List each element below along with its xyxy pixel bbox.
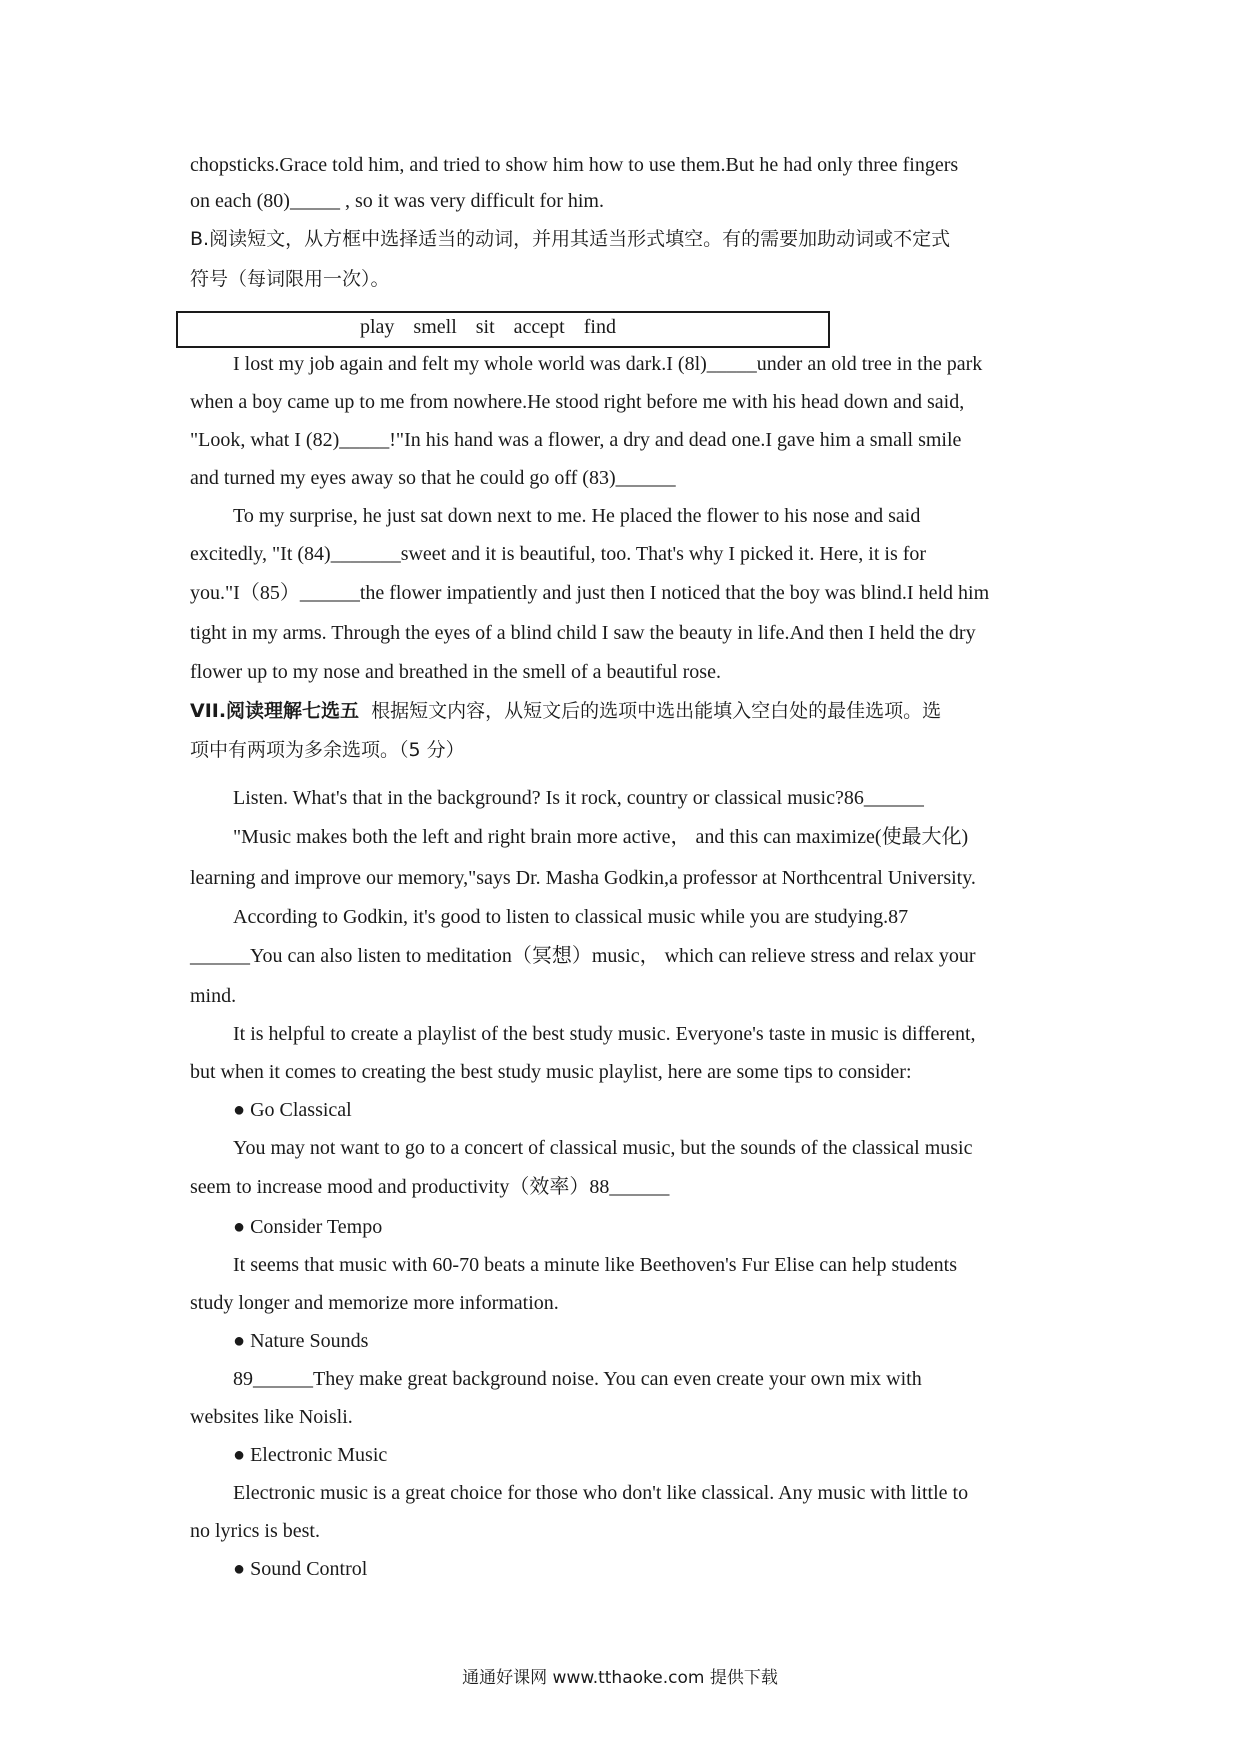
section-heading: VII.阅读理解七选五 bbox=[190, 700, 360, 722]
text-line: you."I（85）______the flower impatiently and just then I noticed that the boy was blind.I held him bbox=[190, 582, 990, 604]
text-line: when a boy came up to me from nowhere.He stood right before me with his head down and said, bbox=[190, 391, 965, 413]
text-line: no lyrics is best. bbox=[190, 1520, 320, 1542]
bullet-heading: ● Electronic Music bbox=[233, 1444, 388, 1466]
text-line: chopsticks.Grace told him, and tried to show him how to use them.But he had only three fingers bbox=[190, 154, 959, 176]
section-instruction-text: 根据短文内容，从短文后的选项中选出能填入空白处的最佳选项。选 bbox=[371, 700, 942, 722]
text-line: excitedly, "It (84)_______sweet and it is beautiful, too. That's why I picked it. Here, it is for bbox=[190, 543, 927, 565]
text-line: on each (80)_____ , so it was very difficult for him. bbox=[190, 190, 604, 212]
text-line: mind. bbox=[190, 985, 237, 1007]
text-line: 89______They make great background noise. You can even create your own mix with bbox=[233, 1368, 922, 1390]
text-line: seem to increase mood and productivity（效率）88______ bbox=[190, 1176, 670, 1198]
section-b-instruction: B.阅读短文，从方框中选择适当的动词，并用其适当形式填空。有的需要加助动词或不定式 bbox=[190, 228, 951, 250]
text-line: ______You can also listen to meditation（冥想）music， which can relieve stress and relax your bbox=[190, 945, 976, 967]
text-line: You may not want to go to a concert of classical music, but the sounds of the classical music bbox=[233, 1137, 973, 1159]
word-box-words: play smell sit accept find bbox=[360, 316, 616, 338]
text-line: It seems that music with 60-70 beats a minute like Beethoven's Fur Elise can help students bbox=[233, 1254, 958, 1276]
section-b-instruction: 符号（每词限用一次）。 bbox=[190, 268, 390, 290]
text-line: "Music makes both the left and right brain more active， and this can maximize(使最大化) bbox=[233, 826, 969, 848]
section-vii-instruction bbox=[190, 698, 941, 724]
text-line: To my surprise, he just sat down next to me. He placed the flower to his nose and said bbox=[233, 505, 921, 527]
text-line: study longer and memorize more information. bbox=[190, 1292, 559, 1314]
text-line: According to Godkin, it's good to listen to classical music while you are studying.87 bbox=[233, 906, 909, 928]
text-line: It is helpful to create a playlist of the best study music. Everyone's taste in music is different, bbox=[233, 1023, 976, 1045]
text-line: websites like Noisli. bbox=[190, 1406, 353, 1428]
text-line: learning and improve our memory,"says Dr. Masha Godkin,a professor at Northcentral University. bbox=[190, 867, 976, 889]
text-line: but when it comes to creating the best study music playlist, here are some tips to consider: bbox=[190, 1061, 912, 1083]
section-vii-instruction: 项中有两项为多余选项。（5 分） bbox=[190, 739, 465, 761]
text-line: Listen. What's that in the background? Is it rock, country or classical music?86______ bbox=[233, 787, 924, 809]
text-line: tight in my arms. Through the eyes of a blind child I saw the beauty in life.And then I held the dry bbox=[190, 622, 976, 644]
bullet-heading: ● Sound Control bbox=[233, 1558, 368, 1580]
text-line: and turned my eyes away so that he could go off (83)______ bbox=[190, 467, 676, 489]
bullet-heading: ● Nature Sounds bbox=[233, 1330, 369, 1352]
text-line: Electronic music is a great choice for those who don't like classical. Any music with little to bbox=[233, 1482, 969, 1504]
page-footer: 通通好课网 www.tthaoke.com 提供下载 bbox=[462, 1668, 778, 1688]
text-line: "Look, what I (82)_____!"In his hand was a flower, a dry and dead one.I gave him a small smile bbox=[190, 429, 962, 451]
bullet-heading: ● Consider Tempo bbox=[233, 1216, 383, 1238]
text-line: I lost my job again and felt my whole world was dark.I (8l)_____under an old tree in the park bbox=[233, 353, 983, 375]
bullet-heading: ● Go Classical bbox=[233, 1099, 352, 1121]
text-line: flower up to my nose and breathed in the smell of a beautiful rose. bbox=[190, 661, 721, 683]
